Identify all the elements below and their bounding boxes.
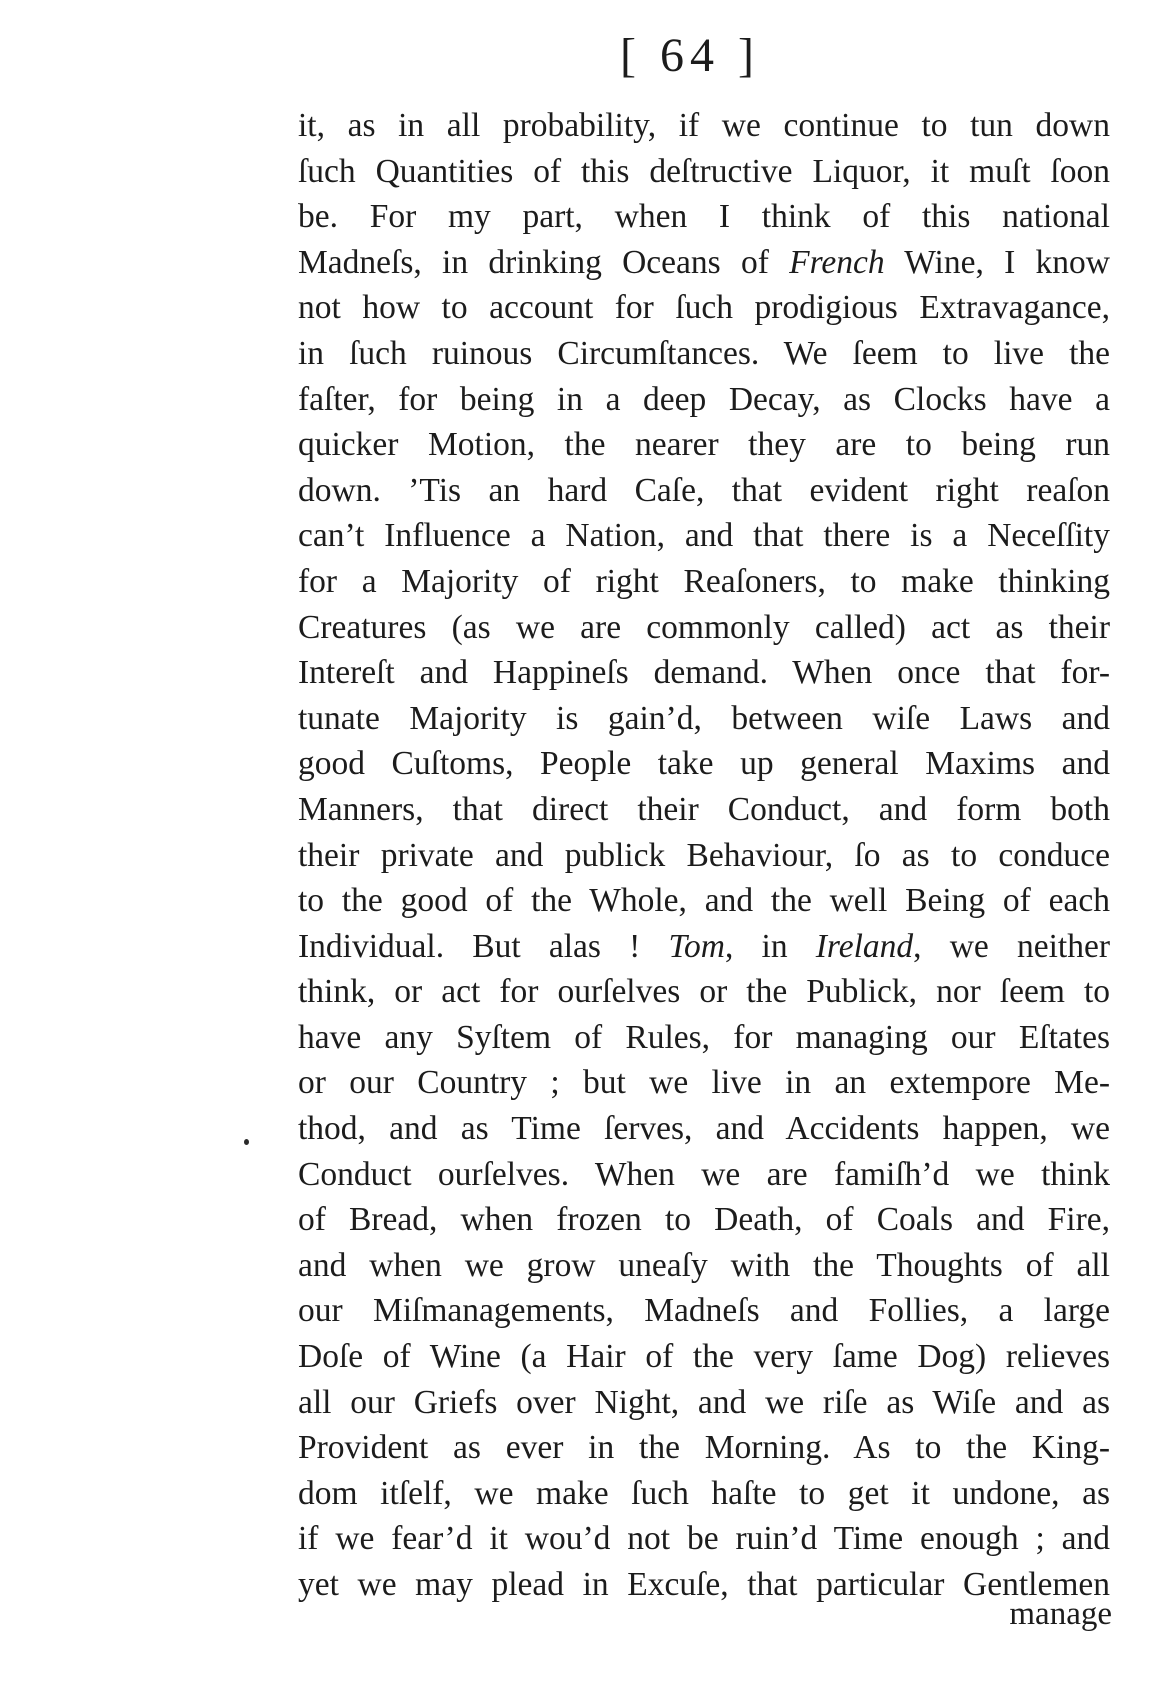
text-line: faſter, for being in a deep Decay, as Clocks have a <box>298 380 1110 418</box>
text-line: Madneſs, in drinking Oceans of French Wine, I know <box>298 243 1110 281</box>
text-line: to the good of the Whole, and the well Being of each <box>298 882 1110 920</box>
text-line: be. For my part, when I think of this national <box>298 198 1110 236</box>
body-text <box>298 103 1110 1608</box>
text-line: Doſe of Wine (a Hair of the very ſame Dog) relieves <box>298 1338 1110 1376</box>
text-line: ſuch Quantities of this deſtructive Liquor, it muſt ſoon <box>298 152 1110 190</box>
text-line: Creatures (as we are commonly called) act as their <box>298 608 1110 646</box>
text-line: good Cuſtoms, People take up general Maxims and <box>298 745 1110 783</box>
text-line: yet we may plead in Excuſe, that particular Gentlemen <box>298 1566 1110 1603</box>
text-line: their private and publick Behaviour, ſo as to conduce <box>298 836 1110 874</box>
text-line: if we fear’d it wou’d not be ruin’d Time enough ; and <box>298 1520 1110 1558</box>
text-line: or our Country ; but we live in an extempore Me- <box>298 1064 1110 1102</box>
text-line: our Miſmanagements, Madneſs and Follies, a large <box>298 1292 1110 1330</box>
text-line: Individual. But alas ! Tom, in Ireland, we neither <box>298 927 1110 965</box>
text-line: for a Majority of right Reaſoners, to make thinking <box>298 562 1110 600</box>
text-line: quicker Motion, the nearer they are to being run <box>298 426 1110 464</box>
text-line: it, as in all probability, if we continue to tun down <box>298 107 1110 144</box>
text-line: Provident as ever in the Morning. As to the King- <box>298 1429 1110 1467</box>
text-line: have any Syſtem of Rules, for managing our Eſtates <box>298 1018 1110 1056</box>
text-line: can’t Influence a Nation, and that there is a Neceſſity <box>298 517 1110 555</box>
text-line: in ſuch ruinous Circumſtances. We ſeem to live the <box>298 334 1110 372</box>
text-line: and when we grow uneaſy with the Thoughts of all <box>298 1246 1110 1284</box>
text-line: dom itſelf, we make ſuch haſte to get it undone, as <box>298 1474 1110 1512</box>
text-line: think, or act for ourſelves or the Publick, nor ſeem to <box>298 973 1110 1011</box>
print-speck <box>244 1139 249 1145</box>
text-line: all our Griefs over Night, and we riſe as Wiſe and as <box>298 1383 1110 1421</box>
text-line: tunate Majority is gain’d, between wiſe Laws and <box>298 699 1110 737</box>
text-line: down. ’Tis an hard Caſe, that evident right reaſon <box>298 471 1110 509</box>
catchword: manage <box>1009 1596 1112 1632</box>
page-number: [ 64 ] <box>620 29 760 82</box>
text-line: Intereſt and Happineſs demand. When once that for- <box>298 654 1110 692</box>
text-line: Conduct ourſelves. When we are famiſh’d we think <box>298 1155 1110 1193</box>
text-line: thod, and as Time ſerves, and Accidents happen, we <box>298 1110 1110 1148</box>
text-line: not how to account for ſuch prodigious Extravagance, <box>298 289 1110 327</box>
text-line: of Bread, when frozen to Death, of Coals and Fire, <box>298 1201 1110 1239</box>
text-line: Manners, that direct their Conduct, and form both <box>298 790 1110 828</box>
